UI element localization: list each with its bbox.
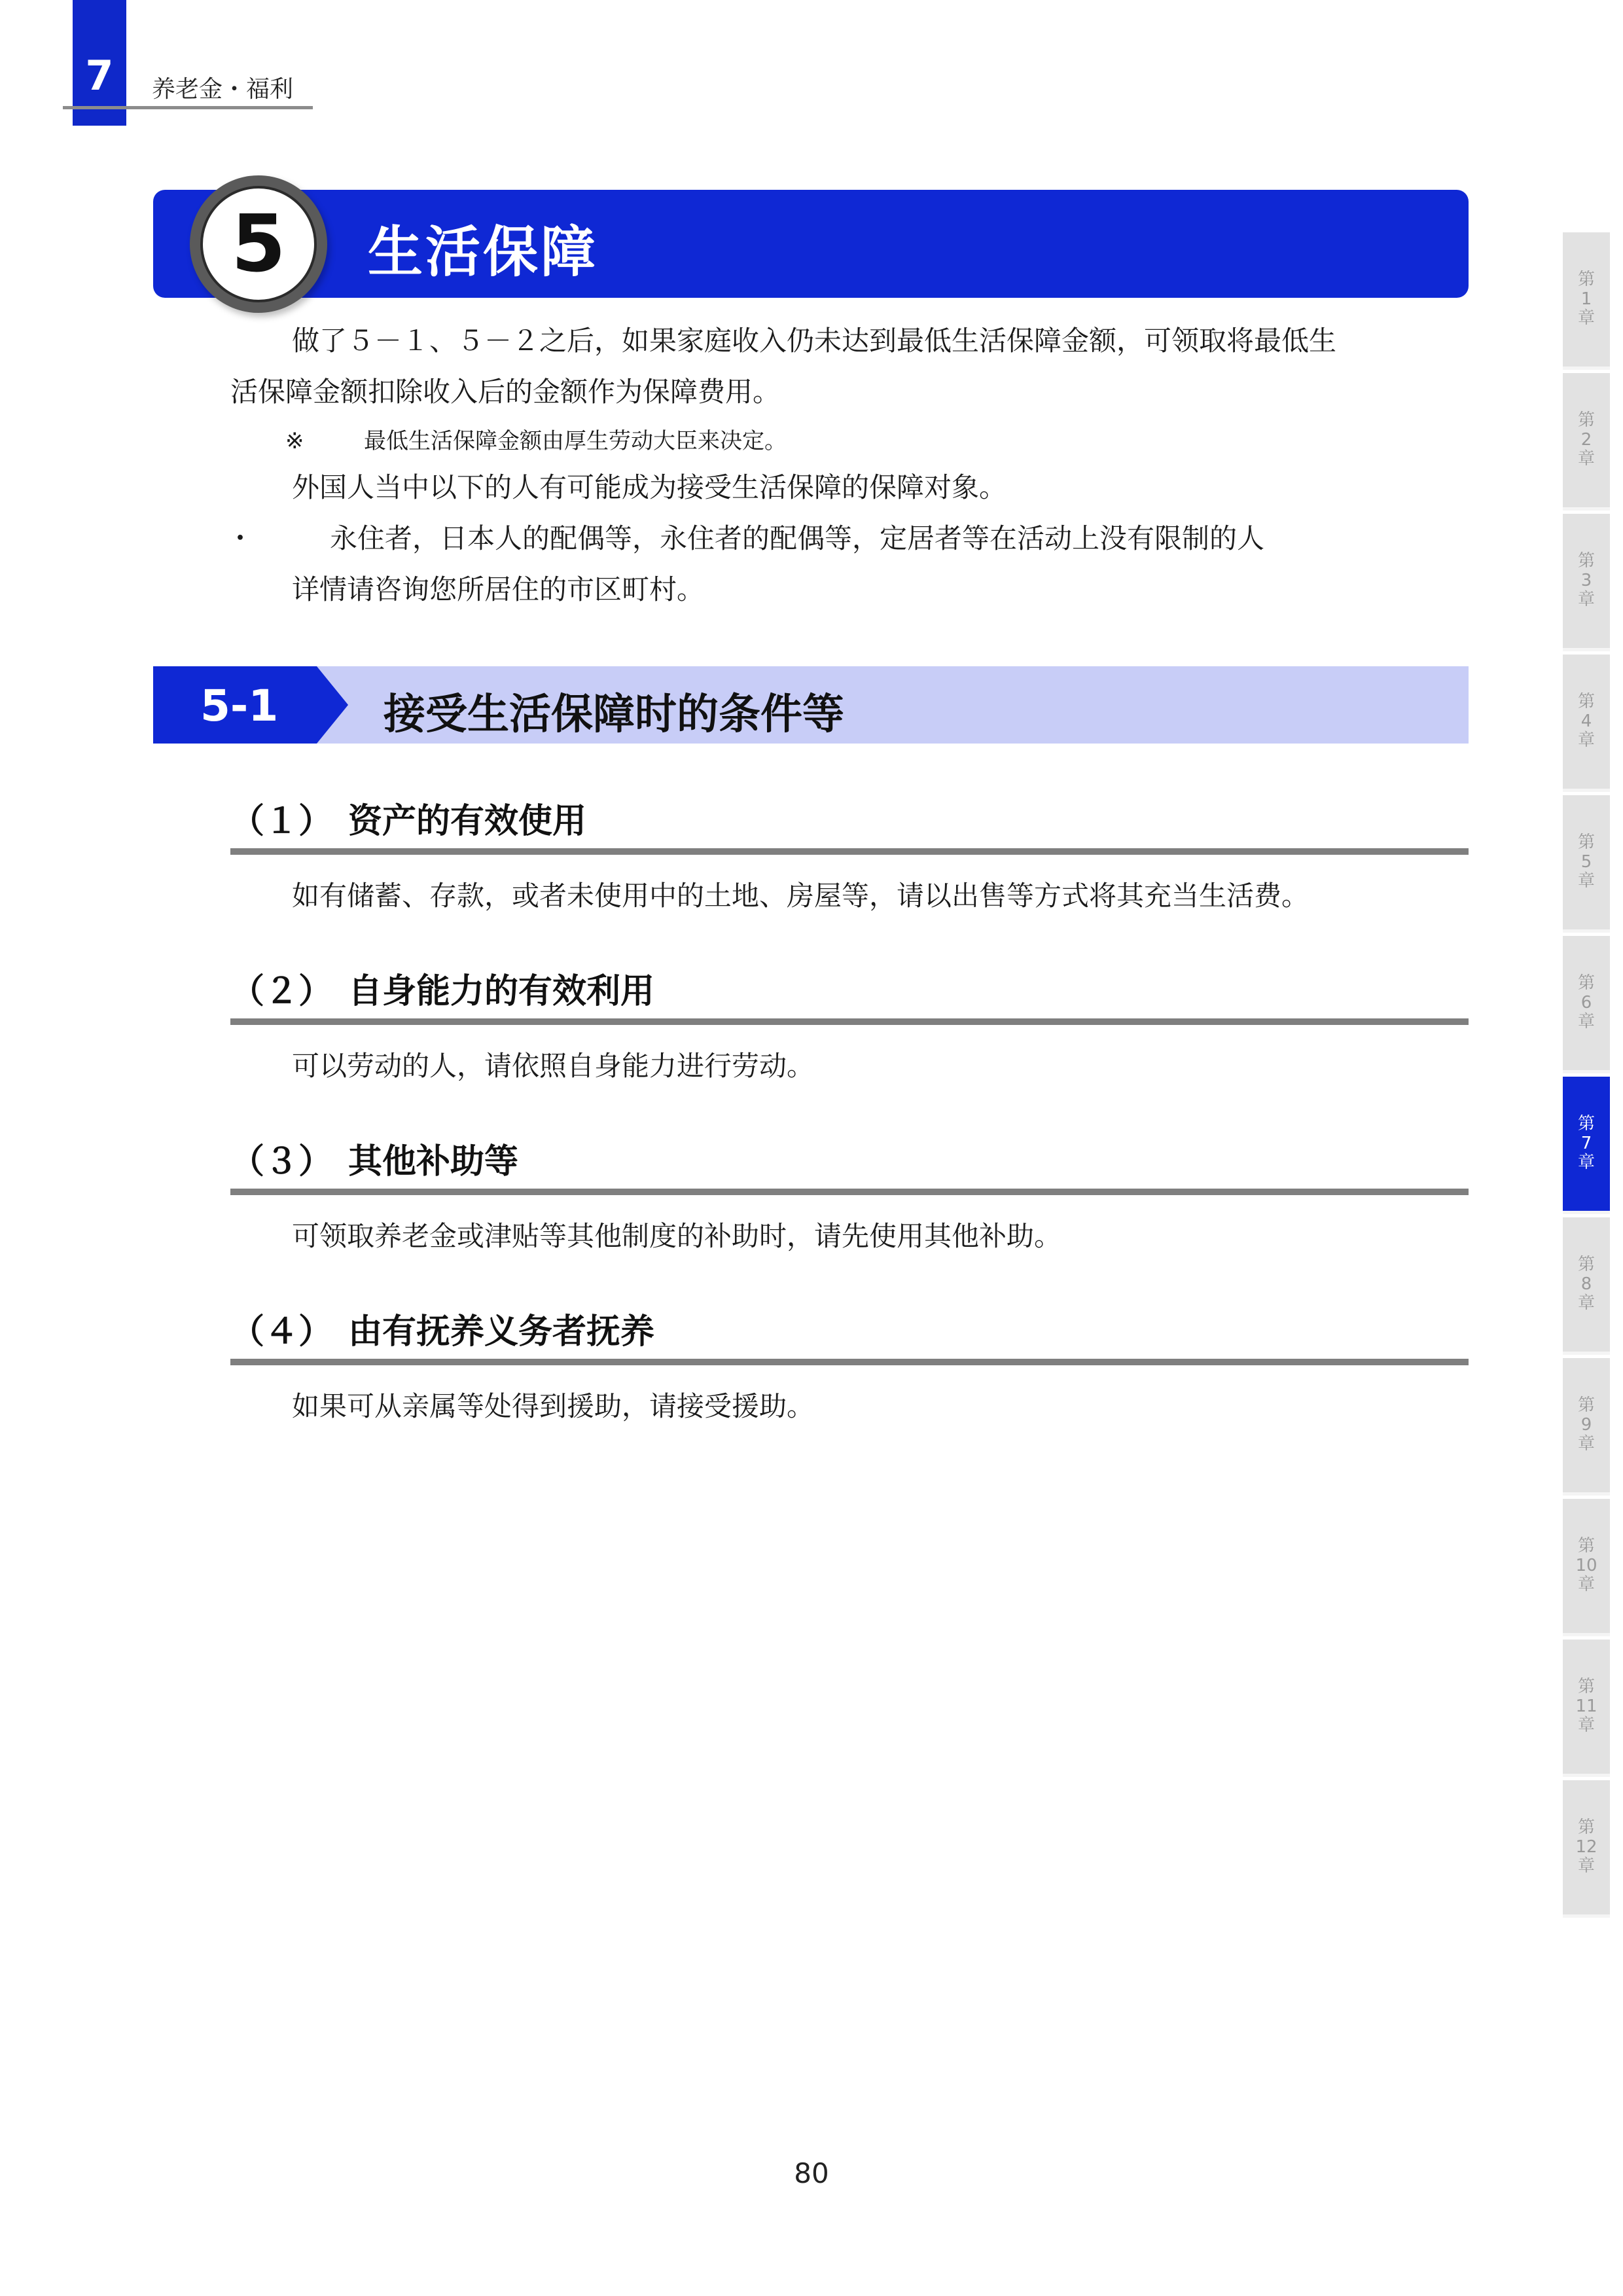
chapter-tab-top: 第 (1577, 973, 1595, 993)
item-number: （２） (230, 972, 333, 1011)
item-number: （４） (230, 1312, 333, 1352)
chapter-tab-num: 7 (1580, 1133, 1592, 1153)
chapter-tab-top: 第 (1577, 1113, 1595, 1134)
chapter-tab-num: 3 (1580, 570, 1592, 590)
chapter-tab-bottom: 章 (1577, 1715, 1595, 1736)
chapter-tab-bottom: 章 (1577, 449, 1595, 469)
chapter-tab-num: 12 (1575, 1837, 1597, 1857)
item-heading-4 (230, 1304, 654, 1353)
chapter-number-block: 7 (73, 0, 126, 126)
page-number: 80 (794, 2157, 829, 2189)
subsection-number: 5-1 (200, 681, 279, 731)
foreigner-text: 外国人当中以下的人有可能成为接受生活保障的保障对象。 (292, 471, 1007, 503)
chapter-tab-5[interactable] (1563, 795, 1610, 929)
chapter-tab-top: 第 (1577, 1535, 1595, 1556)
item-number: （１） (230, 802, 333, 841)
intro-line-2: 活保障金额扣除收入后的金额作为保障费用。 (230, 376, 781, 408)
chapter-tab-10[interactable] (1563, 1499, 1610, 1633)
chapter-tab-bottom: 章 (1577, 1293, 1595, 1314)
chapter-tab-top: 第 (1577, 269, 1595, 289)
chapter-tab-bottom: 章 (1577, 308, 1595, 329)
chapter-tab-top: 第 (1577, 550, 1595, 571)
section-banner (153, 190, 1469, 298)
chapter-tab-6[interactable] (1563, 936, 1610, 1070)
header-rule (63, 106, 313, 109)
chapter-tab-top: 第 (1577, 1676, 1595, 1696)
section-title: 生活保障 (368, 220, 599, 284)
inquiry-text: 详情请咨询您所居住的市区町村。 (292, 573, 705, 605)
chapter-tab-bottom: 章 (1577, 871, 1595, 891)
chapter-tab-bottom: 章 (1577, 1575, 1595, 1595)
item-rule (230, 1018, 1469, 1025)
chapter-tab-3[interactable] (1563, 514, 1610, 648)
chapter-tab-top: 第 (1577, 832, 1595, 852)
bullet-mark: ・ (226, 522, 255, 554)
item-heading-3 (230, 1134, 518, 1183)
chapter-tab-top: 第 (1577, 1395, 1595, 1415)
item-number: （３） (230, 1142, 333, 1181)
chapter-tab-num: 6 (1580, 992, 1592, 1013)
chapter-tab-num: 1 (1580, 289, 1592, 309)
item-rule (230, 848, 1469, 855)
chapter-tab-top: 第 (1577, 410, 1595, 430)
chapter-tab-bottom: 章 (1577, 1153, 1595, 1173)
chapter-tab-num: 2 (1580, 429, 1592, 450)
chapter-tab-num: 5 (1580, 852, 1592, 872)
chapter-tab-num: 10 (1575, 1555, 1597, 1575)
chapter-tab-1[interactable] (1563, 232, 1610, 367)
item-rule (230, 1189, 1469, 1195)
chapter-tab-num: 9 (1580, 1414, 1592, 1435)
chapter-tab-num: 11 (1575, 1696, 1597, 1716)
item-title: 资产的有效使用 (348, 802, 587, 841)
chapter-tab-top: 第 (1577, 1254, 1595, 1274)
subsection-arrow (317, 666, 348, 744)
chapter-tab-2[interactable] (1563, 373, 1610, 507)
chapter-tab-num: 8 (1580, 1274, 1592, 1294)
chapter-tab-9[interactable] (1563, 1358, 1610, 1492)
chapter-tab-bottom: 章 (1577, 1012, 1595, 1032)
item-rule (230, 1359, 1469, 1365)
item-text-3: 可领取养老金或津贴等其他制度的补助时，请先使用其他补助。 (292, 1220, 1062, 1252)
item-heading-1 (230, 793, 586, 842)
intro-line-1: 做了５－１、５－２之后，如果家庭收入仍未达到最低生活保障金额，可领取将最低生 (292, 325, 1337, 357)
chapter-tab-7[interactable] (1563, 1077, 1610, 1211)
chapter-tab-num: 4 (1580, 711, 1592, 731)
section-number: 5 (200, 186, 317, 302)
item-title: 由有抚养义务者抚养 (348, 1312, 655, 1352)
item-title: 其他补助等 (348, 1142, 519, 1181)
chapter-label: 养老金・福利 (152, 76, 294, 103)
item-text-1: 如有储蓄、存款，或者未使用中的土地、房屋等，请以出售等方式将其充当生活费。 (292, 880, 1310, 912)
item-heading-2 (230, 963, 654, 1013)
chapter-tab-8[interactable] (1563, 1217, 1610, 1352)
item-text-2: 可以劳动的人，请依照自身能力进行劳动。 (292, 1050, 815, 1082)
bullet-text: 永住者，日本人的配偶等，永住者的配偶等，定居者等在活动上没有限制的人 (330, 522, 1265, 554)
item-text-4: 如果可从亲属等处得到援助，请接受援助。 (292, 1390, 815, 1422)
item-title: 自身能力的有效利用 (348, 972, 655, 1011)
chapter-tab-bottom: 章 (1577, 1434, 1595, 1454)
chapter-tab-bottom: 章 (1577, 730, 1595, 751)
subsection-title: 接受生活保障时的条件等 (383, 691, 844, 739)
chapter-tab-top: 第 (1577, 691, 1595, 711)
chapter-tab-11[interactable] (1563, 1640, 1610, 1774)
chapter-tab-4[interactable] (1563, 655, 1610, 789)
chapter-tab-12[interactable] (1563, 1780, 1610, 1914)
note-text: 最低生活保障金额由厚生劳动大臣来决定。 (364, 428, 787, 454)
chapter-tab-top: 第 (1577, 1817, 1595, 1837)
chapter-tab-bottom: 章 (1577, 1856, 1595, 1876)
chapter-tab-bottom: 章 (1577, 590, 1595, 610)
note-mark: ※ (285, 428, 304, 454)
